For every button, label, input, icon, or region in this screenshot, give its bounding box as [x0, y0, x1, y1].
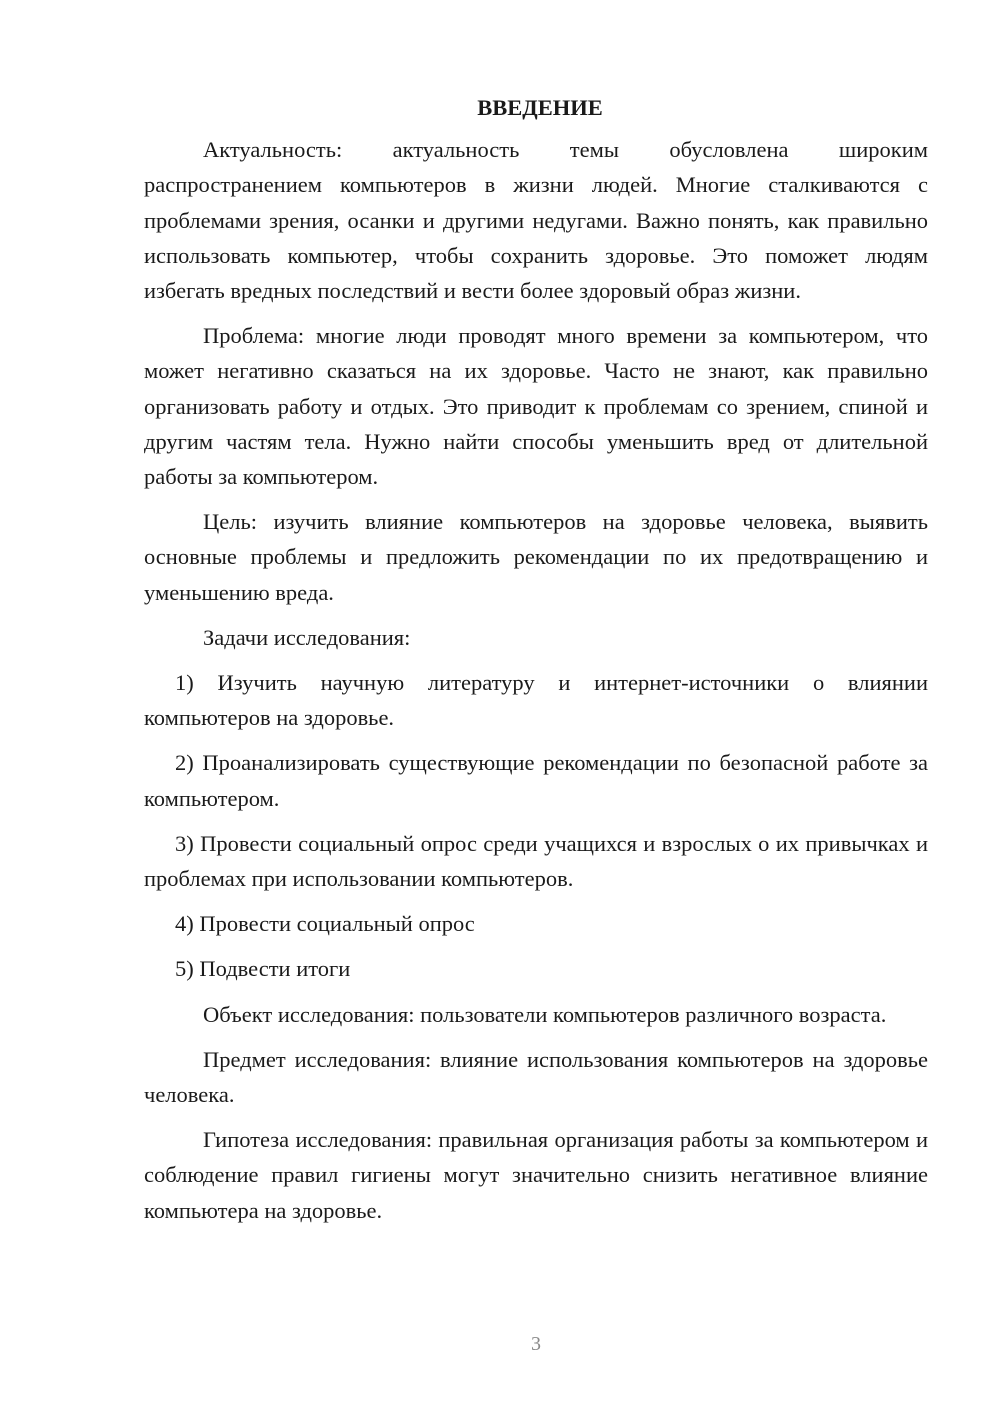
task-item-3: 3) Провести социальный опрос среди учащихся и взрослых о их привычках и проблемах при использовании компьютеров.	[144, 830, 928, 892]
paragraph-relevance: Актуальность: актуальность темы обусловлена широким распространением компьютеров в жизни людей. Многие сталкиваются с проблемами зрения, осанки и другими недугами. Важно понять, как правильно использовать компьютер, чтобы сохранить здоровье. Это поможет людям избегать вредных последствий и вести более здоровый образ жизни.	[144, 137, 928, 304]
task-item-1: 1) Изучить научную литературу и интернет-источники о влиянии компьютеров на здоровье.	[144, 670, 928, 731]
paragraph-goal: Цель: изучить влияние компьютеров на здоровье человека, выявить основные проблемы и предложить рекомендации по их предотвращению и уменьшению вреда.	[144, 509, 928, 605]
tasks-heading: Задачи исследования:	[203, 624, 411, 650]
paragraph-object: Объект исследования: пользователи компьютеров различного возраста.	[203, 1001, 887, 1027]
task-item-2: 2) Проанализировать существующие рекомендации по безопасной работе за компьютером.	[144, 750, 928, 811]
task-item-5: 5) Подвести итоги	[175, 956, 351, 982]
paragraph-subject: Предмет исследования: влияние использования компьютеров на здоровье человека.	[144, 1046, 928, 1108]
paragraph-hypothesis: Гипотеза исследования: правильная организация работы за компьютером и соблюдение правил гигиены могут значительно снизить негативное влияние компьютера на здоровье.	[144, 1127, 928, 1223]
task-item-4: 4) Провести социальный опрос	[175, 911, 475, 937]
section-title: ВВЕДЕНИЕ	[477, 95, 603, 120]
paragraph-problem: Проблема: многие люди проводят много времени за компьютером, что может негативно сказаться на их здоровье. Часто не знают, как правильно организовать работу и отдых. Это приводит к проблемам со зрением, спиной и другим частям тела. Нужно найти способы уменьшить вред от длительной работы за компьютером.	[144, 323, 928, 490]
page-number: 3	[531, 1333, 541, 1355]
document-page	[144, 90, 928, 1238]
